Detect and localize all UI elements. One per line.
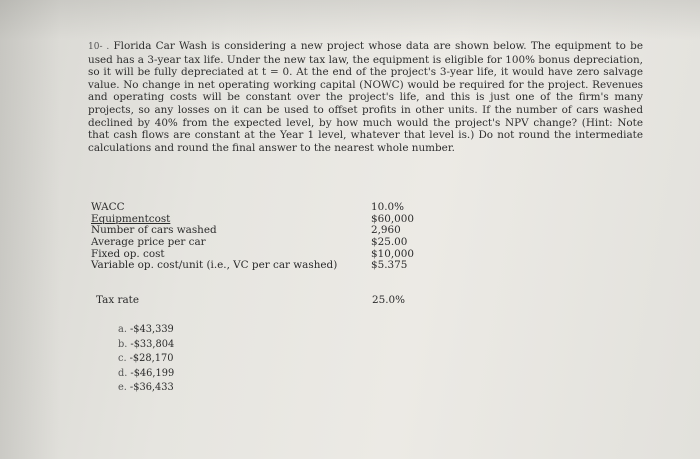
row-label: Average price per car bbox=[91, 236, 206, 249]
row-label: WACC bbox=[91, 201, 125, 213]
answer-option-a[interactable] bbox=[118, 323, 174, 338]
row-value: 2,960 bbox=[371, 224, 401, 237]
table-row bbox=[91, 237, 521, 249]
answer-value: -$28,170 bbox=[129, 353, 174, 365]
photo-shading-top bbox=[0, 0, 700, 40]
answer-letter: a. bbox=[118, 324, 127, 335]
answer-letter: e. bbox=[118, 382, 127, 394]
row-value: $10,000 bbox=[371, 247, 414, 260]
answer-option-b[interactable] bbox=[118, 338, 174, 353]
row-value: $25.00 bbox=[371, 236, 408, 249]
row-label: Variable op. cost/unit (i.e., VC per car washed) bbox=[91, 259, 338, 272]
answer-choices bbox=[118, 323, 174, 396]
data-table bbox=[91, 202, 521, 272]
row-value: $5.375 bbox=[371, 259, 408, 272]
answer-value: -$36,433 bbox=[129, 382, 174, 394]
question-text bbox=[88, 40, 643, 154]
photo-shading-left bbox=[0, 0, 60, 459]
answer-letter: d. bbox=[118, 367, 128, 379]
row-label: Fixed op. cost bbox=[91, 247, 165, 260]
answer-value: -$46,199 bbox=[130, 367, 175, 379]
tax-rate-label: Tax rate bbox=[96, 294, 139, 306]
table-row bbox=[91, 202, 521, 214]
answer-option-d[interactable] bbox=[118, 367, 174, 382]
answer-value: -$43,339 bbox=[129, 324, 174, 335]
row-label: Equipmentcost bbox=[91, 212, 171, 225]
question-body: Florida Car Wash is considering a new project whose data are shown below. The equipment to be used has a 3-year tax life. Under the new tax law, the equipment is eligible for 100% bonus depreciation, so it will be fully depreciated at t = 0. At the end of the project's 3-year life, it would have zero salvage value. No change in net operating working capital (NOWC) would be required for the project. Revenues and operating costs will be constant over the project's life, and this is just one of the firm's many projects, so any losses on it can be used to offset profits in other units. If the number of cars washed declined by 40% from the expected level, by how much would the project's NPV change? (Hint: Note that cash flows are constant at the Year 1 level, whatever that level is.) Do not round the intermediate calculations and round the final answer to the nearest whole number. bbox=[88, 40, 643, 154]
tax-rate-row bbox=[96, 294, 526, 306]
table-row bbox=[91, 260, 521, 272]
row-label: Number of cars washed bbox=[91, 224, 217, 237]
answer-letter: c. bbox=[118, 353, 127, 365]
tax-rate-value: 25.0% bbox=[372, 294, 406, 306]
answer-option-c[interactable] bbox=[118, 352, 174, 367]
answer-letter: b. bbox=[118, 338, 128, 350]
row-value: $60,000 bbox=[371, 212, 414, 225]
row-value: 10.0% bbox=[371, 201, 405, 213]
question-number: 10- . bbox=[88, 42, 110, 52]
answer-value: -$33,804 bbox=[130, 338, 175, 350]
answer-option-e[interactable] bbox=[118, 381, 174, 396]
